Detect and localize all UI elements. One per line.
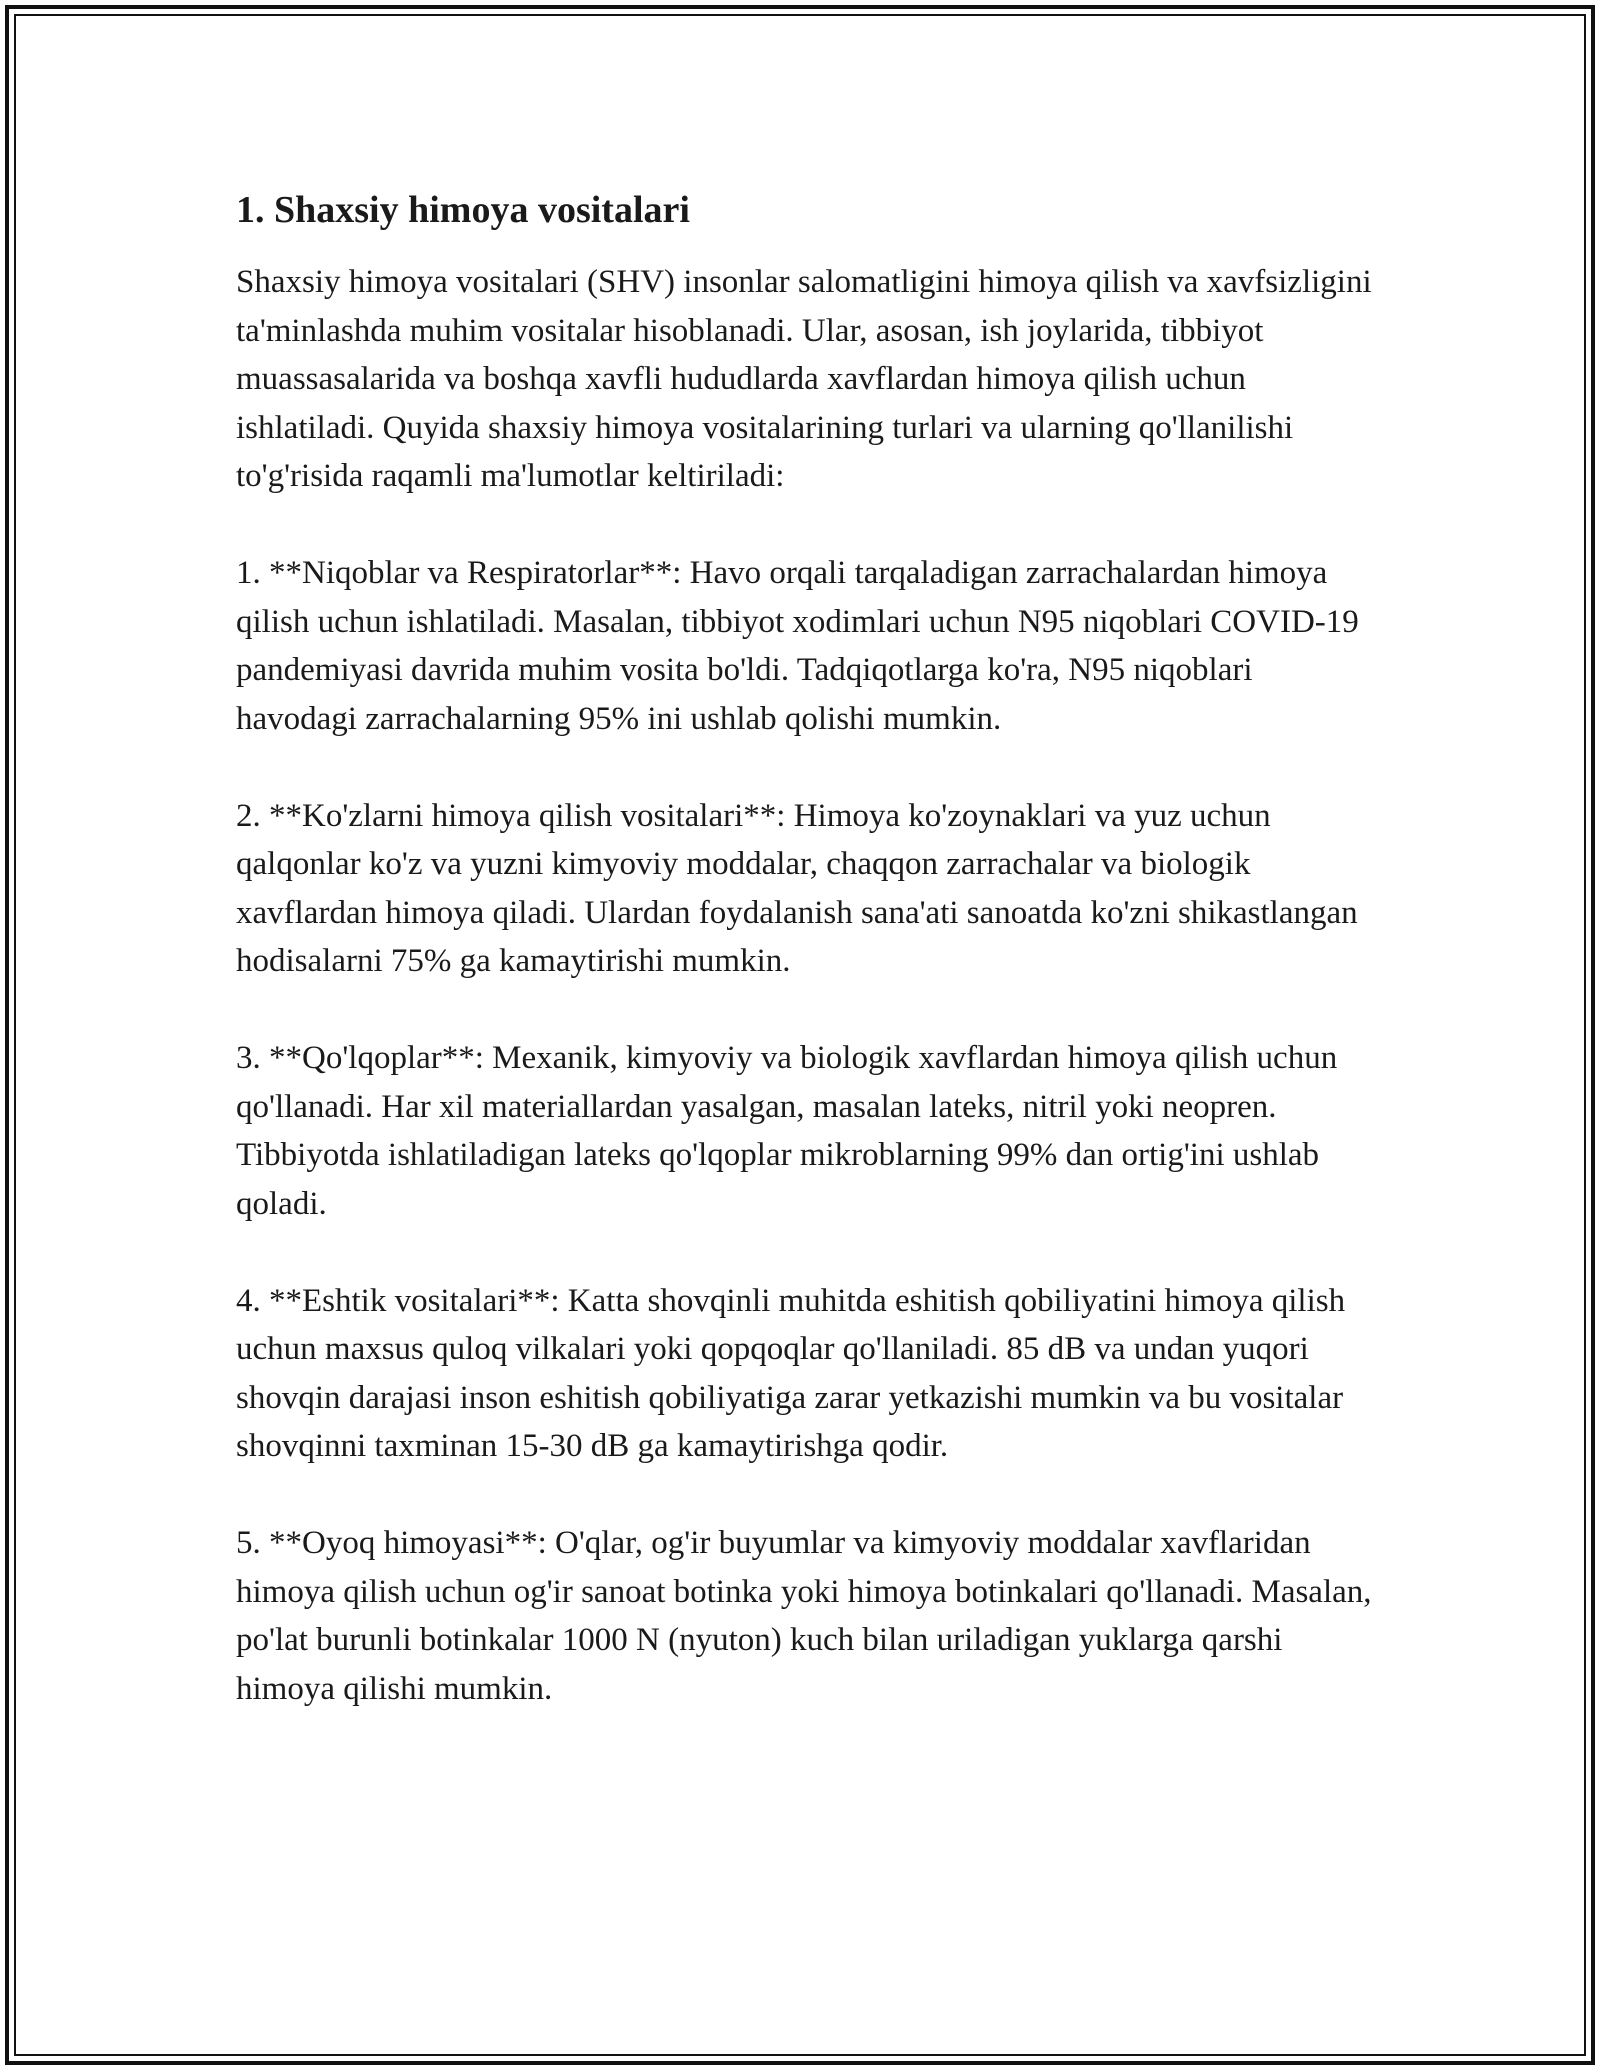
- intro-paragraph: Shaxsiy himoya vositalari (SHV) insonlar salomatligini himoya qilish va xavfsizligini ta'minlashda muhim vositalar hisoblanadi. Ular, asosan, ish joylarida, tibbiyot muassasalarida va boshqa xavfli hududlarda xavflardan himoya qilish uchun ishlatiladi. Quyida shaxsiy himoya vositalarining turlari va ularning qo'llanilishi to'g'risida raqamli ma'lumotlar keltiriladi:: [236, 264, 1380, 494]
- list-item-hearing-protection: 4. **Eshtik vositalari**: Katta shovqinli muhitda eshitish qobiliyatini himoya qilish uchun maxsus quloq vilkalari yoki qopqoqlar qo'llaniladi. 85 dB va undan yuqori shovqin darajasi inson eshitish qobiliyatiga zarar yetkazishi mumkin va bu vositalar shovqinni taxminan 15-30 dB ga kamaytirishga qodir.: [236, 1282, 1354, 1464]
- list-item-foot-protection: 5. **Oyoq himoyasi**: O'qlar, og'ir buyumlar va kimyoviy moddalar xavflaridan himoya qilish uchun og'ir sanoat botinka yoki himoya botinkalari qo'llanadi. Masalan, po'lat burunli botinkalar 1000 N (nyuton) kuch bilan uriladigan yuklarga qarshi himoya qilishi mumkin.: [236, 1525, 1380, 1707]
- list-item-masks: 1. **Niqoblar va Respiratorlar**: Havo orqali tarqaladigan zarrachalardan himoya qilish uchun ishlatiladi. Masalan, tibbiyot xodimlari uchun N95 niqoblari COVID-19 pandemiyasi davrida muhim vosita bo'ldi. Tadqiqotlarga ko'ra, N95 niqoblari havodagi zarrachalarning 95% ini ushlab qolishi mumkin.: [236, 555, 1368, 737]
- document-body: [236, 186, 1380, 1762]
- list-item-gloves: 3. **Qo'lqoplar**: Mexanik, kimyoviy va biologik xavflardan himoya qilish uchun qo'llanadi. Har xil materiallardan yasalgan, masalan lateks, nitril yoki neopren. Tibbiyotda ishlatiladigan lateks qo'lqoplar mikroblarning 99% dan ortig'ini ushlab qoladi.: [236, 1040, 1346, 1222]
- document-title: 1. Shaxsiy himoya vositalari: [236, 189, 690, 231]
- list-item-eye-protection: 2. **Ko'zlarni himoya qilish vositalari**: Himoya ko'zoynaklari va yuz uchun qalqonlar ko'z va yuzni kimyoviy moddalar, chaqqon zarrachalar va biologik xavflardan himoya qiladi. Ulardan foydalanish sana'ati sanoatda ko'zni shikastlangan hodisalarni 75% ga kamaytirishi mumkin.: [236, 797, 1366, 979]
